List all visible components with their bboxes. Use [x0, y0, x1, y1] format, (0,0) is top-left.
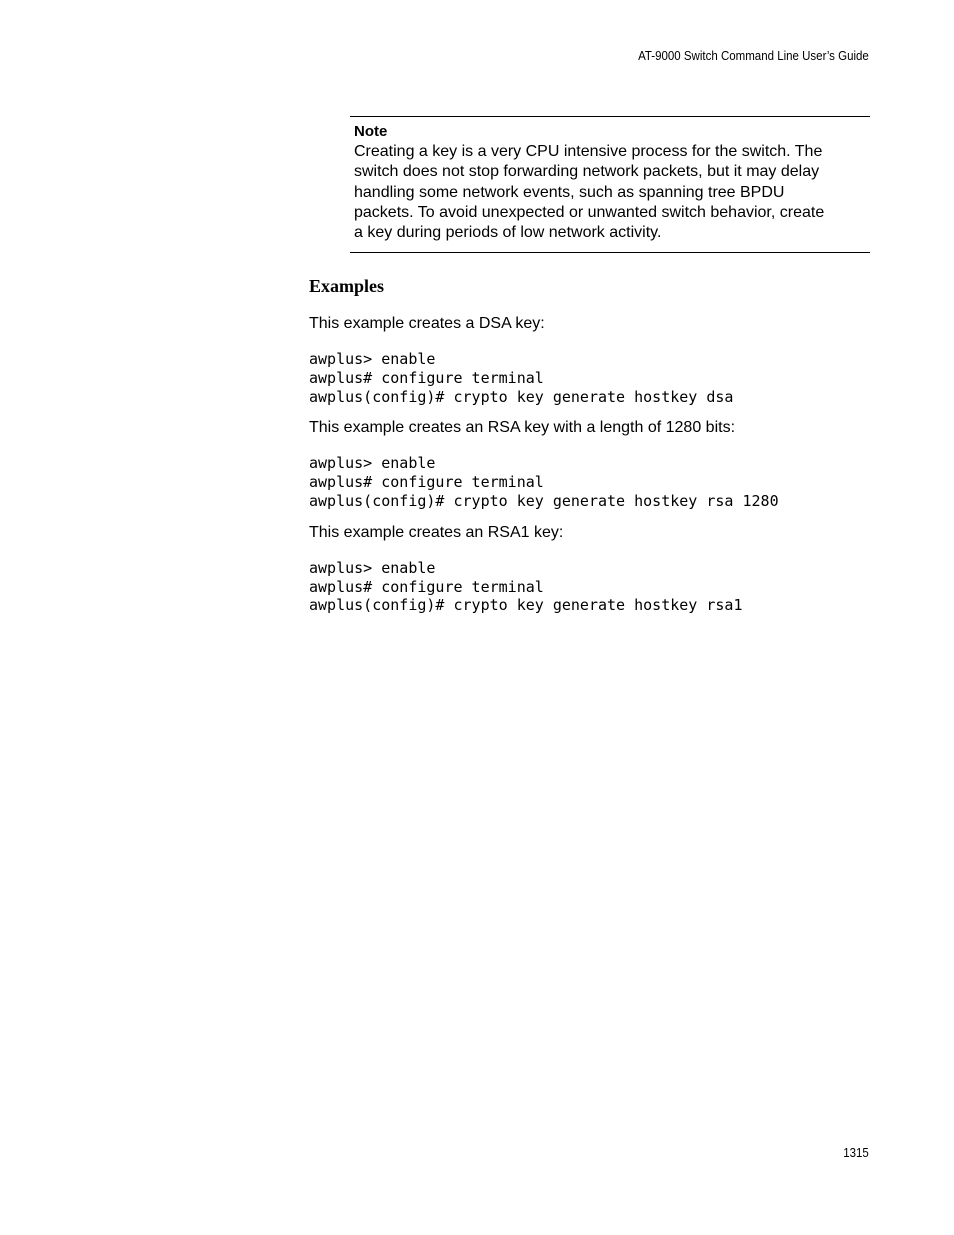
note-line: switch does not stop forwarding network packets, but it may delay — [354, 163, 820, 181]
code-block — [309, 350, 869, 406]
note-line: a key during periods of low network activity. — [354, 224, 662, 242]
note-line: handling some network events, such as spanning tree BPDU — [354, 183, 785, 201]
note-line: packets. To avoid unexpected or unwanted switch behavior, create — [354, 203, 825, 221]
code-line: awplus(config)# crypto key generate hostkey rsa 1280 — [309, 491, 779, 510]
note-body — [354, 142, 870, 243]
code-line: awplus> enable — [309, 558, 436, 577]
example-description: This example creates an RSA key with a length of 1280 bits: — [309, 419, 736, 437]
note-label: Note — [354, 123, 388, 140]
examples-content — [309, 313, 869, 626]
example-description: This example creates an RSA1 key: — [309, 523, 564, 541]
section-heading-examples: Examples — [309, 276, 385, 296]
example-rsa-1280 — [309, 417, 869, 510]
note-box — [350, 116, 870, 253]
code-line: awplus# configure terminal — [309, 368, 544, 387]
code-line: awplus> enable — [309, 350, 436, 368]
code-line: awplus(config)# crypto key generate hostkey rsa1 — [309, 596, 743, 615]
running-header: AT-9000 Switch Command Line User’s Guide — [638, 49, 869, 63]
code-block — [309, 454, 869, 510]
code-line: awplus# configure terminal — [309, 577, 544, 596]
page-number: 1315 — [843, 1146, 869, 1160]
code-block — [309, 559, 869, 615]
example-dsa — [309, 313, 869, 406]
note-line: Creating a key is a very CPU intensive process for the switch. The — [354, 143, 823, 160]
example-rsa1 — [309, 522, 869, 615]
code-line: awplus# configure terminal — [309, 473, 544, 492]
code-line: awplus> enable — [309, 454, 436, 473]
example-description: This example creates a DSA key: — [309, 315, 545, 332]
code-line: awplus(config)# crypto key generate hostkey dsa — [309, 387, 734, 406]
